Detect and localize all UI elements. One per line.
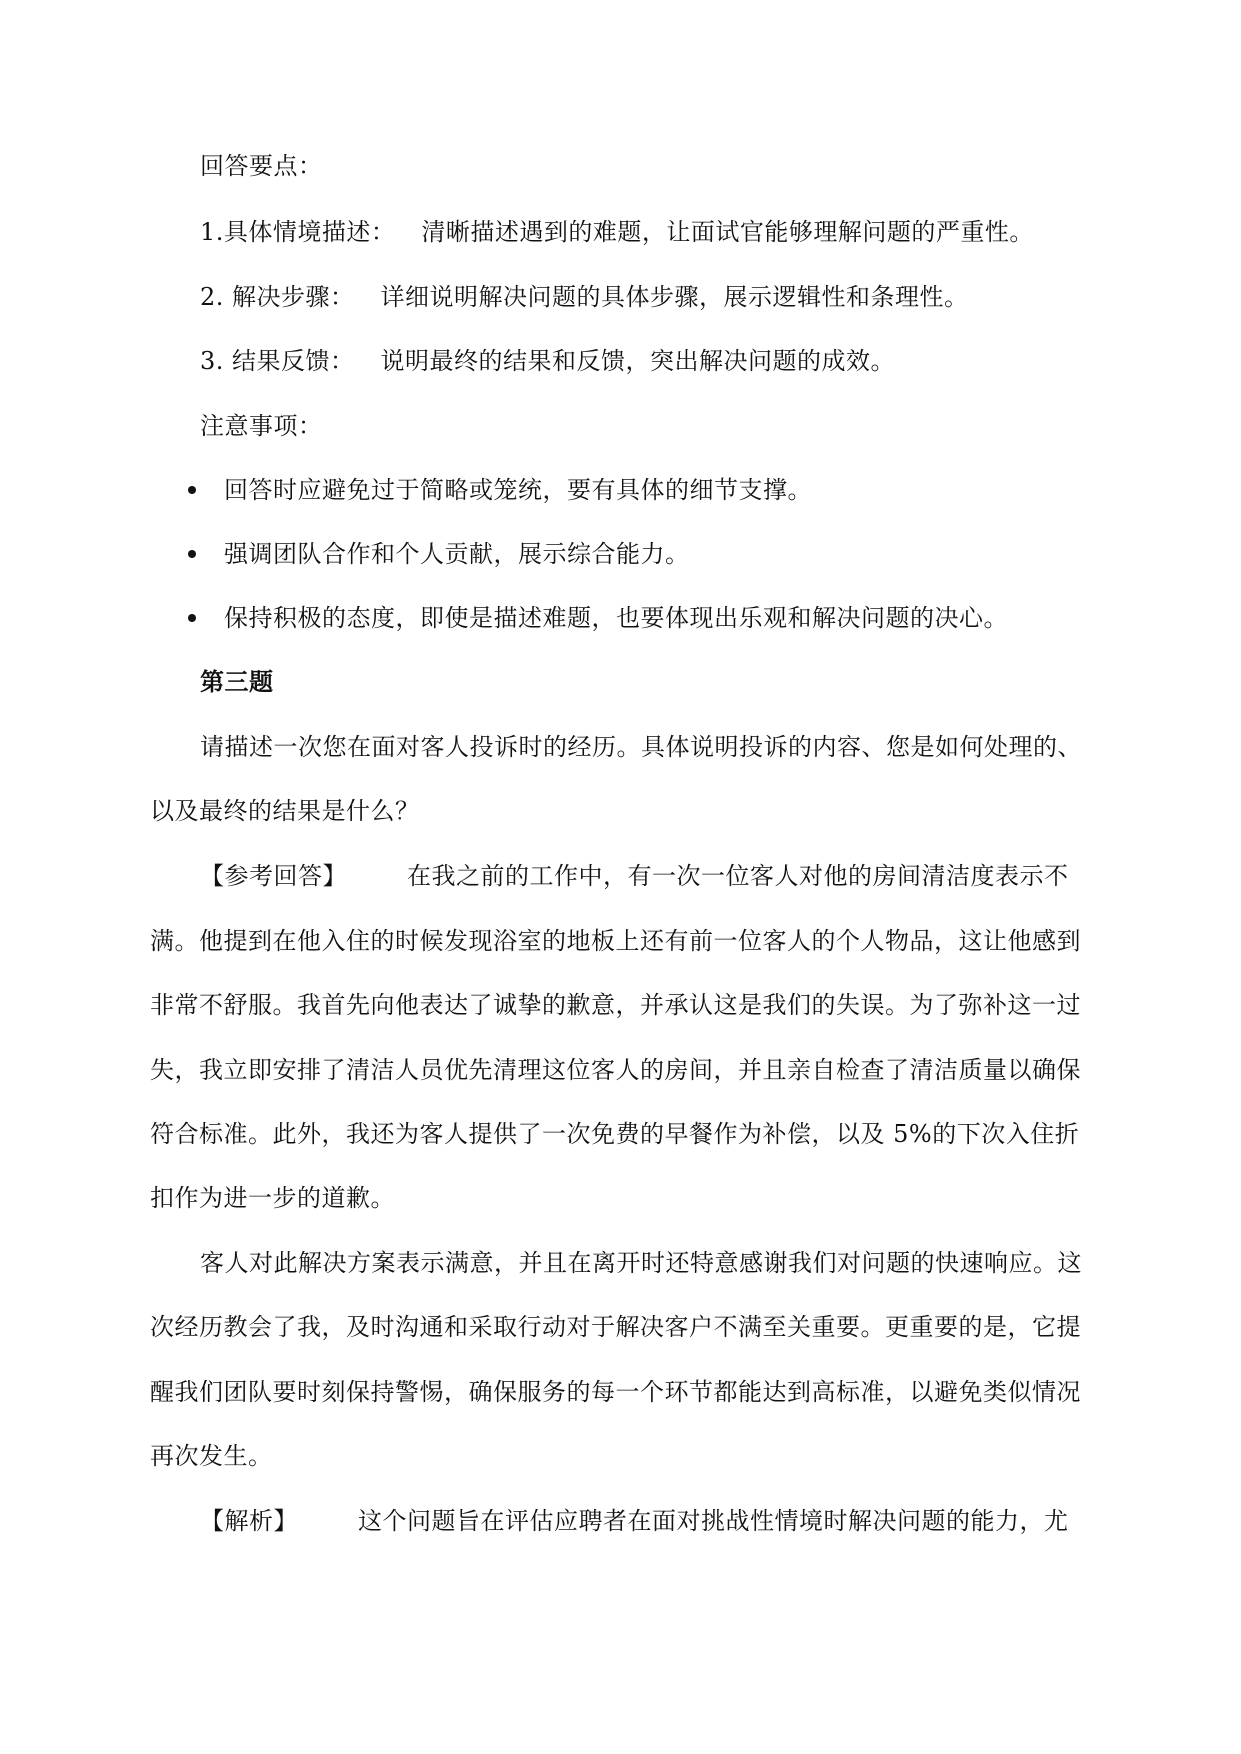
answer-point-text: 详细说明解决问题的具体步骤，展示逻辑性和条理性。 [380, 283, 969, 311]
answer-point-text: 清晰描述遇到的难题，让面试官能够理解问题的严重性。 [421, 218, 1034, 246]
answer-point-label: 1.具体情境描述： [200, 218, 396, 246]
reference-answer-line: 满。他提到在他入住的时候发现浴室的地板上还有前一位客人的个人物品，这让他感到 [150, 927, 1081, 955]
analysis-label: 【解析】 [200, 1507, 298, 1535]
notes-bullet: 强调团队合作和个人贡献，展示综合能力。 [224, 540, 690, 568]
bullet-icon [188, 486, 196, 494]
notes-bullet: 回答时应避免过于简略或笼统，要有具体的细节支撑。 [224, 476, 812, 504]
analysis-first-line [200, 1505, 1069, 1537]
analysis-text: 这个问题旨在评估应聘者在面对挑战性情境时解决问题的能力，尤 [358, 1507, 1069, 1535]
reference-answer-para2-line: 再次发生。 [150, 1442, 273, 1470]
answer-point-text: 说明最终的结果和反馈，突出解决问题的成效。 [380, 347, 896, 375]
reference-answer-para2-line: 客人对此解决方案表示满意，并且在离开时还特意感谢我们对问题的快速响应。这 [200, 1249, 1082, 1277]
reference-answer-label: 【参考回答】 [200, 862, 347, 890]
bullet-icon [188, 614, 196, 622]
answer-points-heading: 回答要点： [200, 152, 323, 180]
answer-point-3 [200, 345, 895, 377]
answer-point-1 [200, 216, 1034, 248]
reference-answer-text: 在我之前的工作中，有一次一位客人对他的房间清洁度表示不 [407, 862, 1069, 890]
reference-answer-line: 非常不舒服。我首先向他表达了诚挚的歉意，并承认这是我们的失误。为了弥补这一过 [150, 991, 1081, 1019]
bullet-icon [188, 550, 196, 558]
reference-answer-para2-line: 醒我们团队要时刻保持警惕，确保服务的每一个环节都能达到高标准，以避免类似情况 [150, 1378, 1081, 1406]
reference-answer-para2-line: 次经历教会了我，及时沟通和采取行动对于解决客户不满至关重要。更重要的是，它提 [150, 1313, 1081, 1341]
question-text-line: 以及最终的结果是什么？ [150, 797, 420, 825]
answer-point-2 [200, 281, 969, 313]
reference-answer-line: 符合标准。此外，我还为客人提供了一次免费的早餐作为补偿，以及 5%的下次入住折 [150, 1120, 1080, 1148]
reference-answer-line: 扣作为进一步的道歉。 [150, 1184, 395, 1212]
reference-answer-first-line [200, 860, 1069, 892]
notes-heading: 注意事项： [200, 412, 323, 440]
question-text-line: 请描述一次您在面对客人投诉时的经历。具体说明投诉的内容、您是如何处理的、 [200, 733, 1082, 761]
answer-point-label: 2. 解决步骤： [200, 283, 355, 311]
reference-answer-line: 失，我立即安排了清洁人员优先清理这位客人的房间，并且亲自检查了清洁质量以确保 [150, 1056, 1081, 1084]
answer-point-label: 3. 结果反馈： [200, 347, 355, 375]
question-title: 第三题 [200, 667, 274, 696]
notes-bullet: 保持积极的态度，即使是描述难题，也要体现出乐观和解决问题的决心。 [224, 604, 1008, 632]
